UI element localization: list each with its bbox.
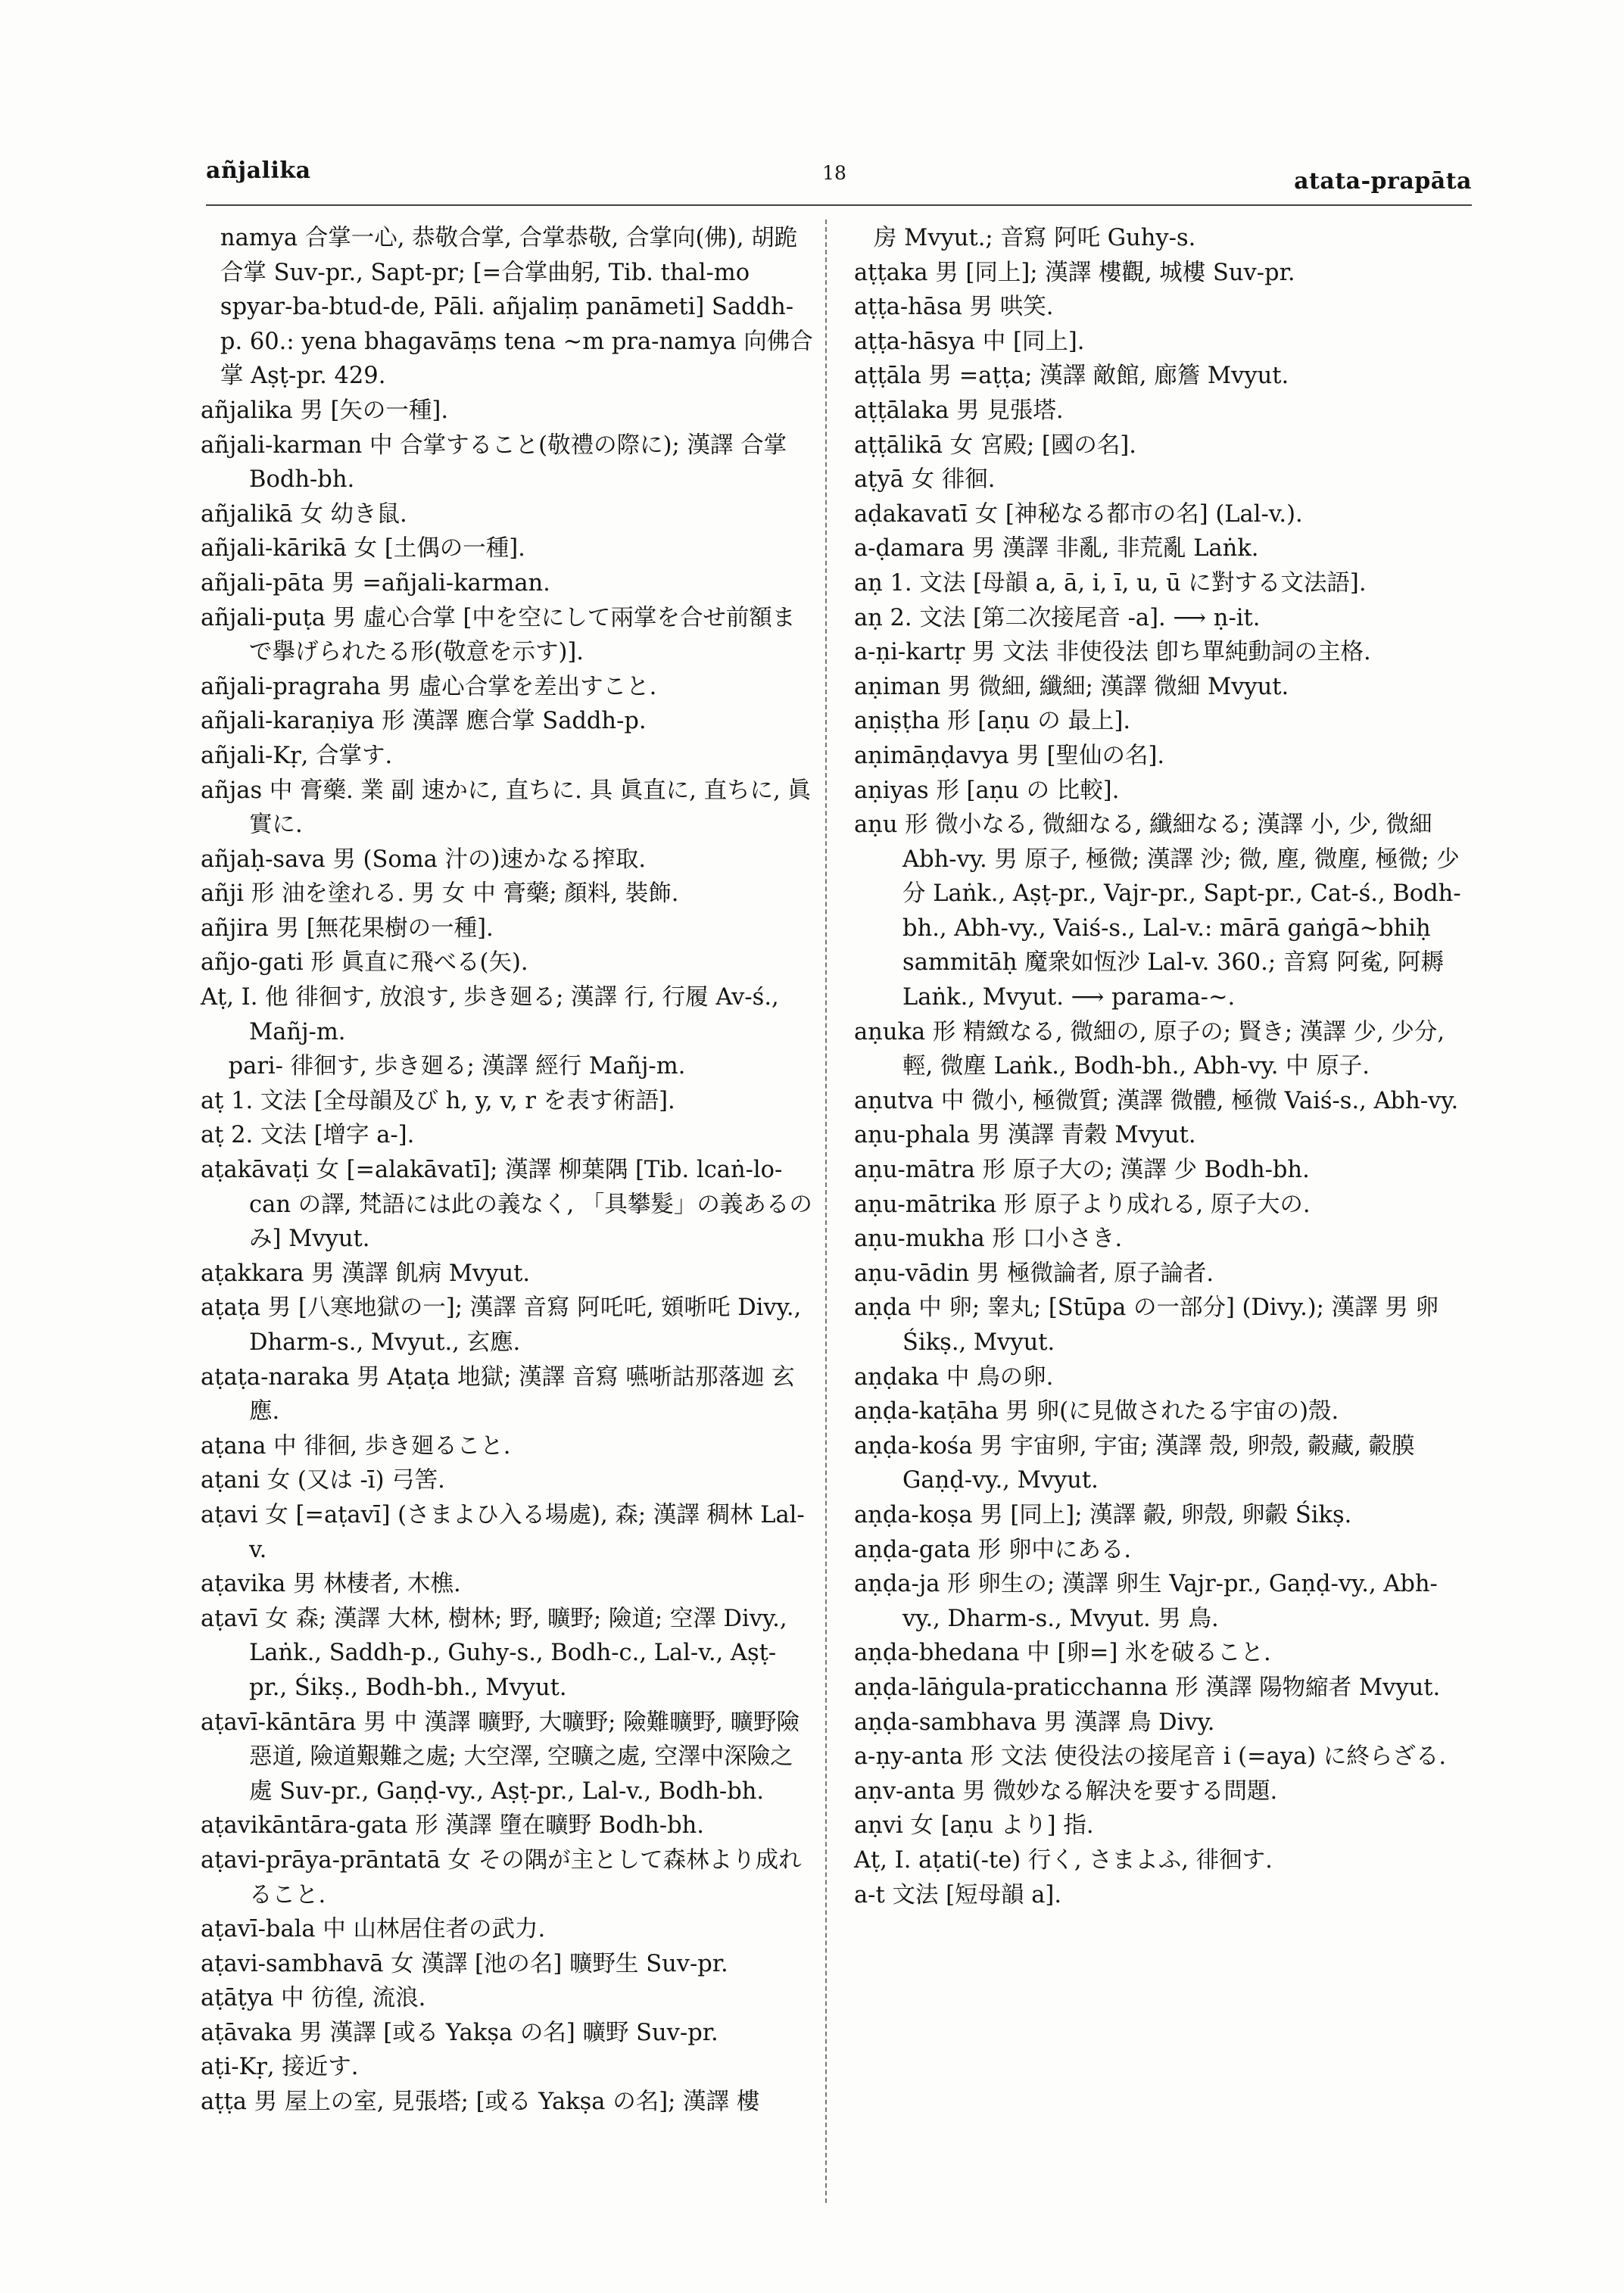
dictionary-entry: aṇḍa-sambhava 男 漢譯 鳥 Divy. [854, 1709, 1215, 1736]
header-rule [206, 204, 1472, 206]
dictionary-entry: aṇḍa-kośa 男 宇宙卵, 宇宙; 漢譯 殼, 卵殼, 㲉藏, 㲉膜 Gaṇḍ-vy., Mvyut. [854, 1432, 1415, 1494]
dictionary-entry: aṭ 2. 文法 [增字 a-]. [201, 1122, 415, 1149]
dictionary-entry: aṭavika 男 林棲者, 木樵. [201, 1571, 461, 1598]
dictionary-entry: añjaḥ-sava 男 (Soma 汁の)速かなる搾取. [201, 846, 647, 873]
dictionary-entry: aṇḍa-gata 形 卵中にある. [854, 1536, 1132, 1563]
dictionary-entry: aṭṭaka 男 [同上]; 漢譯 樓觀, 城樓 Suv-pr. [854, 259, 1295, 286]
page-number: 18 [822, 162, 846, 184]
dictionary-entry: aṇu-phala 男 漢譯 青穀 Mvyut. [854, 1122, 1196, 1149]
dictionary-entry: aṭi-Kṛ, 接近す. [201, 2054, 359, 2081]
dictionary-entry: a-ḍamara 男 漢譯 非亂, 非荒亂 Laṅk. [854, 535, 1259, 562]
dictionary-entry: aṭṭa 男 屋上の室, 見張塔; [或る Yakṣa の名]; 漢譯 樓 [201, 2089, 760, 2116]
dictionary-entry: aṭavi 女 [=aṭavī] (さまよひ入る場處), 森; 漢譯 稠林 Lal-v. [201, 1501, 805, 1563]
dictionary-entry: aṇḍa 中 卵; 睾丸; [Stūpa の一部分] (Divy.); 漢譯 男 卵 Śikṣ., Mvyut. [854, 1294, 1439, 1356]
dictionary-entry: añjali-Kṛ, 合掌す. [201, 742, 393, 769]
running-head [206, 157, 1472, 203]
dictionary-entry: aṇiman 男 微細, 纖細; 漢譯 微細 Mvyut. [854, 673, 1289, 700]
dictionary-entry: aṇvi 女 [aṇu より] 指. [854, 1812, 1094, 1840]
dictionary-entry: aṭavī-bala 中 山林居住者の武力. [201, 1916, 546, 1943]
dictionary-entry: aṭṭa-hāsa 男 哄笑. [854, 294, 1054, 321]
dictionary-entry: añjali-karaṇiya 形 漢譯 應合掌 Saddh-p. [201, 708, 647, 735]
dictionary-entry: aṇḍaka 中 鳥の卵. [854, 1363, 1054, 1391]
dictionary-entry: añjalikā 女 幼き鼠. [201, 500, 407, 528]
dictionary-entry: aṇutva 中 微小, 極微質; 漢譯 微體, 極微 Vaiś-s., Abh-vy. [854, 1087, 1459, 1114]
dictionary-entry: aṇu-mukha 形 口小さき. [854, 1226, 1123, 1253]
dictionary-entry: aṇḍa-ja 形 卵生の; 漢譯 卵生 Vajr-pr., Gaṇḍ-vy., Abh-vy., Dharm-s., Mvyut. 男 鳥. [854, 1571, 1438, 1632]
dictionary-entry: añjo-gati 形 眞直に飛べる(矢). [201, 949, 528, 977]
dictionary-entry: aṇu-mātrika 形 原子より成れる, 原子大の. [854, 1191, 1311, 1218]
dictionary-subentry: pari- 徘徊す, 歩き廻る; 漢譯 經行 Mañj-m. [228, 1053, 686, 1080]
dictionary-entry: añjali-pragraha 男 虛心合掌を差出すこと. [201, 673, 657, 700]
dictionary-entry: aṭakāvaṭi 女 [=alakāvatī]; 漢譯 柳葉隅 [Tib. lcaṅ-lo-can の譯, 梵語には此の義なく, 「具攀髮」の義あるのみ] Mvyut. [201, 1157, 812, 1253]
dictionary-entry: aṭṭāla 男 =aṭṭa; 漢譯 敵館, 廊簷 Mvyut. [854, 363, 1289, 390]
dictionary-entry: Aṭ, I. aṭati(-te) 行く, さまよふ, 徘徊す. [854, 1846, 1273, 1874]
dictionary-entry: aṭaṭa 男 [八寒地獄の一]; 漢譯 音寫 阿吒吒, 頞哳吒 Divy., Dharm-s., Mvyut., 玄應. [201, 1294, 802, 1356]
dictionary-entry: aṭakkara 男 漢譯 飢病 Mvyut. [201, 1260, 531, 1287]
dictionary-entry: Aṭ, I. 他 徘徊す, 放浪す, 歩き廻る; 漢譯 行, 行履 Av-ś., Mañj-m. [201, 984, 779, 1045]
dictionary-entry: aṭana 中 徘徊, 歩き廻ること. [201, 1432, 511, 1460]
dictionary-entry: aṭavi-prāya-prāntatā 女 その隅が主として森林より成れること. [201, 1846, 802, 1908]
dictionary-entry: aṇ 2. 文法 [第二次接尾音 -a]. ⟶ ṇ-it. [854, 604, 1261, 631]
dictionary-entry: aṇimāṇḍavya 男 [聖仙の名]. [854, 742, 1165, 769]
dictionary-entry: a-t 文法 [短母韻 a]. [854, 1881, 1062, 1908]
dictionary-entry: aṇuka 形 精緻なる, 微細の, 原子の; 賢き; 漢譯 少, 少分, 輕, 微塵 Laṅk., Bodh-bh., Abh-vy. 中 原子. [854, 1018, 1445, 1080]
dictionary-entry: aṭāṭya 中 彷徨, 流浪. [201, 1985, 426, 2012]
dictionary-entry: aṭavī-kāntāra 男 中 漢譯 曠野, 大曠野; 險難曠野, 曠野險惡道, 險道艱難之處; 大空澤, 空曠之處, 空澤中深險之處 Suv-pr., Gaṇḍ-vy., Aṣṭ-pr., Lal-v., Bodh-bh. [201, 1709, 800, 1805]
dictionary-entry: aṭṭālaka 男 見張塔. [854, 397, 1064, 424]
dictionary-entry: aṇḍa-kaṭāha 男 卵(に見做されたる宇宙の)殼. [854, 1398, 1339, 1425]
dictionary-entry: aṭṭālikā 女 宮殿; [國の名]. [854, 431, 1136, 459]
dictionary-entry: aṇiyas 形 [aṇu の 比較]. [854, 777, 1120, 804]
dictionary-entry: aṭavi-sambhavā 女 漢譯 [池の名] 曠野生 Suv-pr. [201, 1950, 728, 1977]
dictionary-entry: aṇu-mātra 形 原子大の; 漢譯 少 Bodh-bh. [854, 1157, 1310, 1184]
dictionary-entry: aṭyā 女 徘徊. [854, 466, 996, 494]
right-guide-word: atata-prapāta [1294, 168, 1472, 195]
dictionary-entry: aḍakavatī 女 [神秘なる都市の名] (Lal-v.). [854, 500, 1303, 528]
dictionary-entry: aṇḍa-koṣa 男 [同上]; 漢譯 㲉, 卵殼, 卵㲉 Śikṣ. [854, 1501, 1352, 1528]
dictionary-entry: añjali-karman 中 合掌すること(敬禮の際に); 漢譯 合掌 Bodh-bh. [201, 431, 787, 494]
dictionary-entry: añjali-puṭa 男 虛心合掌 [中を空にして兩掌を合せ前額まで擧げられたる形(敬意を示す)]. [201, 604, 796, 666]
dictionary-entry: aṇu 形 微小なる, 微細なる, 纖細なる; 漢譯 小, 少, 微細 Abh-vy. 男 原子, 極微; 漢譯 沙; 微, 塵, 微塵, 極微; 少分 Laṅk., Aṣṭ-pr., Vajr-pr., Sapt-pr., Cat-ś., Bodh-bh., Abh-vy., Vaiś-s., Lal-v.: mārā gaṅgā∼bhiḥ sammitāḥ 魔衆如恆沙 Lal-v. 360.; 音寫 阿㝹, 阿耨 Laṅk., Mvyut. ⟶ parama-∼. [854, 812, 1461, 1011]
dictionary-entry: a-ṇy-anta 形 文法 使役法の接尾音 i (=aya) に終らざる. [854, 1743, 1447, 1771]
dictionary-entry: añjali-pāta 男 =añjali-karman. [201, 569, 550, 597]
dictionary-entry: a-ṇi-kartṛ 男 文法 非使役法 卽ち單純動詞の主格. [854, 639, 1371, 666]
dictionary-entry: aṭ 1. 文法 [全母韻及び h, y, v, r を表す術語]. [201, 1087, 675, 1114]
dictionary-entry: 房 Mvyut.; 音寫 阿吒 Guhy-s. [873, 225, 1196, 251]
dictionary-entry: aṭṭa-hāsya 中 [同上]. [854, 328, 1085, 355]
dictionary-entry: aṭaṭa-naraka 男 Aṭaṭa 地獄; 漢譯 音寫 嚥哳詁那落迦 玄應. [201, 1363, 795, 1425]
dictionary-entry: aṭāvaka 男 漢譯 [或る Yakṣa の名] 曠野 Suv-pr. [201, 2019, 718, 2046]
left-column [201, 221, 814, 2120]
dictionary-entry: añji 形 油を塗れる. 男 女 中 膏藥; 顏料, 裝飾. [201, 880, 679, 908]
left-guide-word: añjalika [206, 157, 311, 184]
dictionary-entry: añjali-kārikā 女 [土偶の一種]. [201, 535, 525, 562]
dictionary-entry: namya 合掌一心, 恭敬合掌, 合掌恭敬, 合掌向(佛), 胡跪合掌 Suv-pr., Sapt-pr; [=合掌曲躬, Tib. thal-mo spyar-ba-btud-de, Pāli. añjaliṃ panāmeti] Saddh-p. 60.: yena bhagavāṃs tena ∼m pra-namya 向佛合掌 Aṣṭ-pr. 429. [220, 225, 813, 390]
dictionary-entry: añjira 男 [無花果樹の一種]. [201, 914, 494, 942]
dictionary-entry: añjas 中 膏藥. 業 副 速かに, 直ちに. 具 眞直に, 直ちに, 眞實に. [201, 777, 812, 839]
dictionary-entry: aṇu-vādin 男 極微論者, 原子論者. [854, 1260, 1214, 1287]
dictionary-entry: aṇv-anta 男 微妙なる解決を要する問題. [854, 1777, 1278, 1805]
dictionary-entry: aṇiṣṭha 形 [aṇu の 最上]. [854, 708, 1131, 735]
dictionary-entry: aṇḍa-bhedana 中 [卵=] 氷を破ること. [854, 1640, 1271, 1667]
dictionary-entry: aṭavikāntāra-gata 形 漢譯 墮在曠野 Bodh-bh. [201, 1812, 704, 1840]
column-divider [825, 220, 827, 2203]
right-column [854, 221, 1467, 1912]
dictionary-entry: aṇ 1. 文法 [母韻 a, ā, i, ī, u, ū に對する文法語]. [854, 569, 1367, 597]
dictionary-entry: aṇḍa-lāṅgula-praticchanna 形 漢譯 陽物縮者 Mvyut. [854, 1674, 1441, 1701]
dictionary-entry: aṭavī 女 森; 漢譯 大林, 樹林; 野, 曠野; 險道; 空澤 Divy., Laṅk., Saddh-p., Guhy-s., Bodh-c., Lal-v., Aṣṭ-pr., Śikṣ., Bodh-bh., Mvyut. [201, 1605, 787, 1701]
dictionary-entry: añjalika 男 [矢の一種]. [201, 397, 449, 424]
dictionary-entry: aṭani 女 (又は -ī) 弓筈. [201, 1467, 445, 1494]
